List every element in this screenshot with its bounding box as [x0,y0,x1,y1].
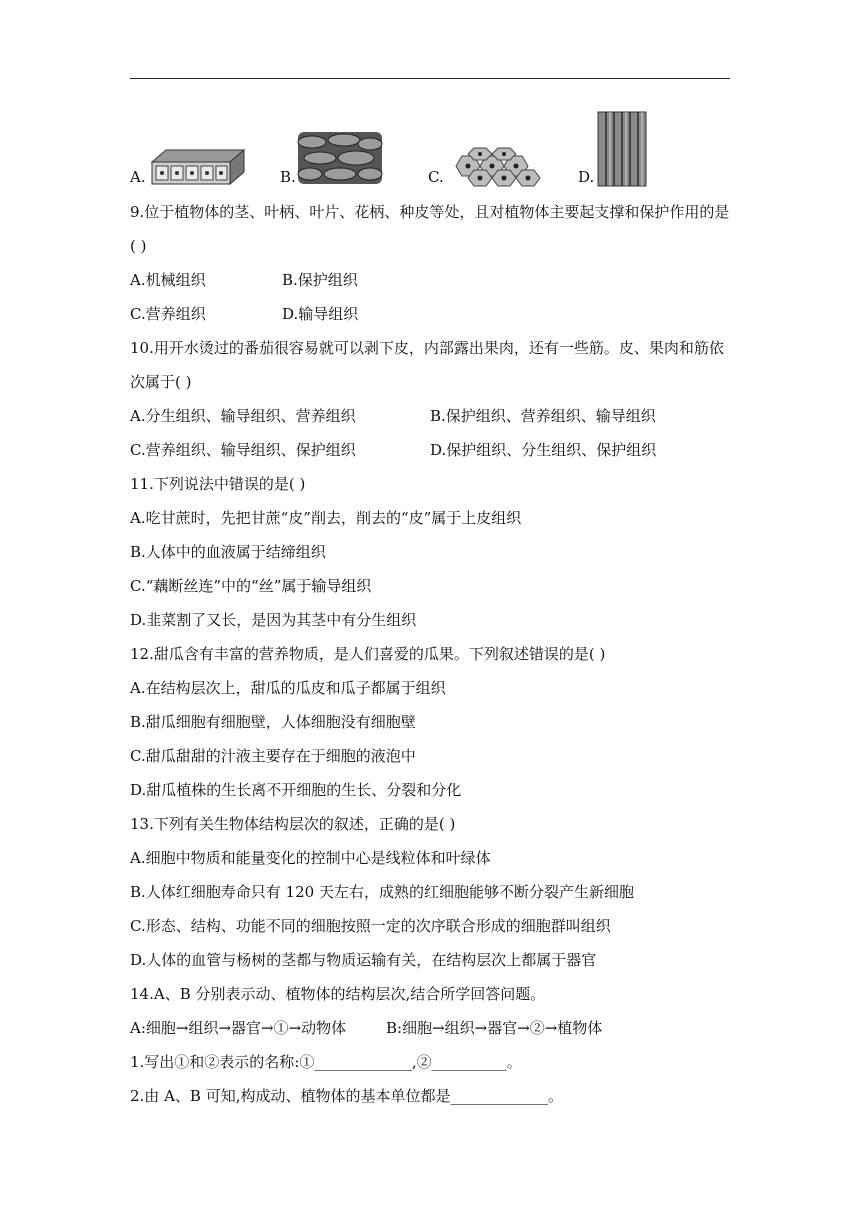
question-14-stem: 14.A、B 分别表示动、植物体的结构层次,结合所学回答问题。 [130,985,546,1003]
question-11-option-a: A.吃甘蔗时，先把甘蔗“皮”削去，削去的“皮”属于上皮组织 [130,509,522,527]
question-9-option-b: B.保护组织 [282,271,358,289]
question-14-sub-1: 1.写出①和②表示的名称:①_____________,②__________。 [130,1053,522,1071]
question-10-option-a: A.分生组织、输导组织、营养组织 [130,407,356,425]
question-14-chain-a: A:细胞→组织→器官→①→动物体 [130,1019,347,1037]
question-13-option-d: D.人体的血管与杨树的茎都与物质运输有关，在结构层次上都属于器官 [130,951,597,969]
question-12-option-a: A.在结构层次上，甜瓜的瓜皮和瓜子都属于组织 [130,679,446,697]
vascular-tissue-illustration [596,110,648,188]
muscle-tissue-illustration [294,128,386,188]
question-9-blank: ( ) [130,237,147,255]
option-d-label: D. [578,168,595,186]
question-11-stem: 11.下列说法中错误的是( ) [130,475,306,493]
option-c-image[interactable] [428,108,558,188]
question-11-option-b: B.人体中的血液属于结缔组织 [130,543,326,561]
question-10-stem: 10.用开水烫过的番茄很容易就可以剥下皮，内部露出果肉，还有一些筋。皮、果肉和筋依 [130,339,724,357]
question-13-option-c: C.形态、结构、功能不同的细胞按照一定的次序联合形成的细胞群叫组织 [130,917,611,935]
option-b-label: B. [280,168,296,186]
question-9-option-c: C.营养组织 [130,305,206,323]
question-12-option-b: B.甜瓜细胞有细胞壁，人体细胞没有细胞壁 [130,713,416,731]
option-a-label: A. [130,168,146,186]
header-rule [130,78,730,79]
question-13-option-b: B.人体红细胞寿命只有 120 天左右，成熟的红细胞能够不断分裂产生新细胞 [130,883,634,901]
epithelial-tissue-illustration [146,148,246,188]
question-10-option-c: C.营养组织、输导组织、保护组织 [130,441,356,459]
option-a-image[interactable] [130,108,260,188]
option-b-image[interactable] [280,108,410,188]
question-9-option-a: A.机械组织 [130,271,206,289]
question-10-option-d: D.保护组织、分生组织、保护组织 [430,441,657,459]
question-8-image-options [130,108,750,188]
question-14-chain-b: B:细胞→组织→器官→②→植物体 [386,1019,603,1037]
question-12-stem: 12.甜瓜含有丰富的营养物质，是人们喜爱的瓜果。下列叙述错误的是( ) [130,645,606,663]
question-13-stem: 13.下列有关生物体结构层次的叙述，正确的是( ) [130,815,456,833]
question-14-sub-2: 2.由 A、B 可知,构成动、植物体的基本单位都是_____________。 [130,1087,563,1105]
question-13-option-a: A.细胞中物质和能量变化的控制中心是线粒体和叶绿体 [130,849,491,867]
parenchyma-tissue-illustration [446,146,544,188]
option-c-label: C. [428,168,444,186]
question-10-stem-continued: 次属于( ) [130,373,192,391]
question-11-option-c: C.“藕断丝连”中的“丝”属于输导组织 [130,577,372,595]
question-9-stem: 9.位于植物体的茎、叶柄、叶片、花柄、种皮等处，且对植物体主要起支撑和保护作用的是 [130,203,730,221]
question-12-option-c: C.甜瓜甜甜的汁液主要存在于细胞的液泡中 [130,747,416,765]
question-9-option-d: D.输导组织 [282,305,359,323]
question-10-option-b: B.保护组织、营养组织、输导组织 [430,407,656,425]
question-12-option-d: D.甜瓜植株的生长离不开细胞的生长、分裂和分化 [130,781,462,799]
question-11-option-d: D.韭菜割了又长，是因为其茎中有分生组织 [130,611,417,629]
option-d-image[interactable] [578,108,708,188]
